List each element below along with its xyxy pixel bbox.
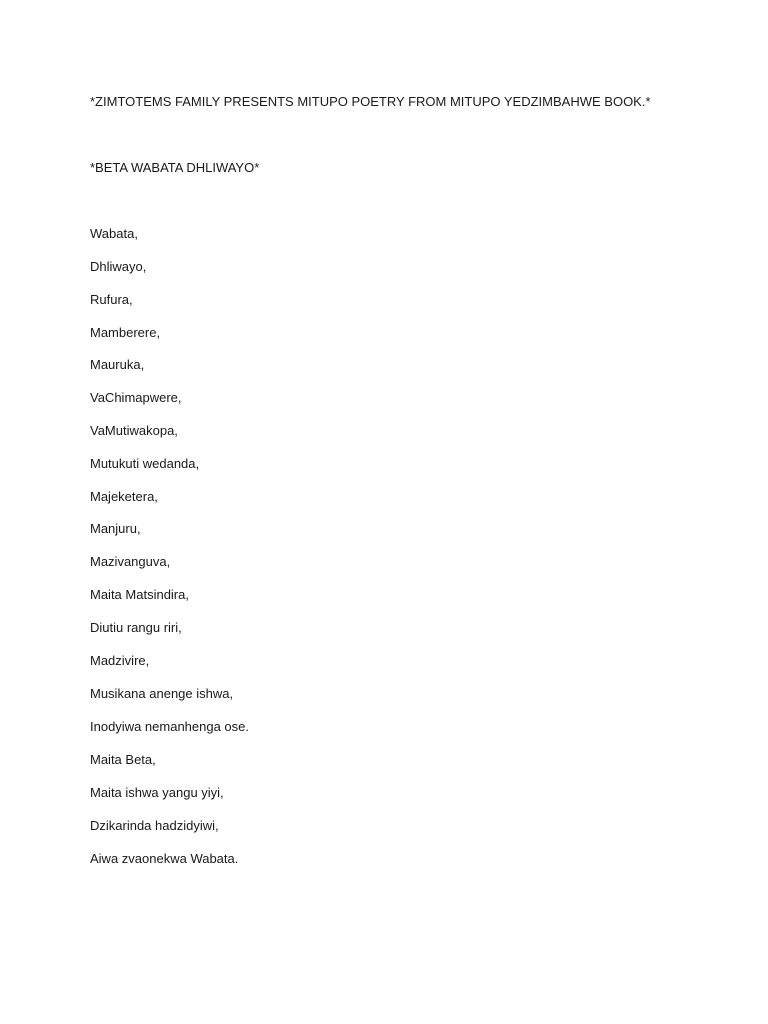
poem-line: Dhliwayo, <box>90 259 147 274</box>
poem-line: Wabata, <box>90 226 138 241</box>
poem-line: Inodyiwa nemanhenga ose. <box>90 719 250 734</box>
poem-line: Manjuru, <box>90 521 141 536</box>
poem-line: Maita ishwa yangu yiyi, <box>90 785 224 800</box>
poem-line: Mamberere, <box>90 325 161 340</box>
poem-line: Mazivanguva, <box>90 554 171 569</box>
poem-title: *BETA WABATA DHLIWAYO* <box>90 160 260 175</box>
poem-line: Maita Beta, <box>90 752 156 767</box>
poem-line: Dzikarinda hadzidyiwi, <box>90 818 219 833</box>
poem-line: Musikana anenge ishwa, <box>90 686 234 701</box>
poem-line: Maita Matsindira, <box>90 587 189 602</box>
poem-line: Rufura, <box>90 292 133 307</box>
document-title: *ZIMTOTEMS FAMILY PRESENTS MITUPO POETRY FROM MITUPO YEDZIMBAHWE BOOK.* <box>90 94 651 109</box>
poem-line: Mauruka, <box>90 357 145 372</box>
poem-line: VaChimapwere, <box>90 390 182 405</box>
poem-line: Madzivire, <box>90 653 150 668</box>
poem-line: Aiwa zvaonekwa Wabata. <box>90 851 239 866</box>
poem-line: Diutiu rangu riri, <box>90 620 182 635</box>
poem-line: Mutukuti wedanda, <box>90 456 200 471</box>
poem-line: VaMutiwakopa, <box>90 423 178 438</box>
poem-line: Majeketera, <box>90 489 158 504</box>
